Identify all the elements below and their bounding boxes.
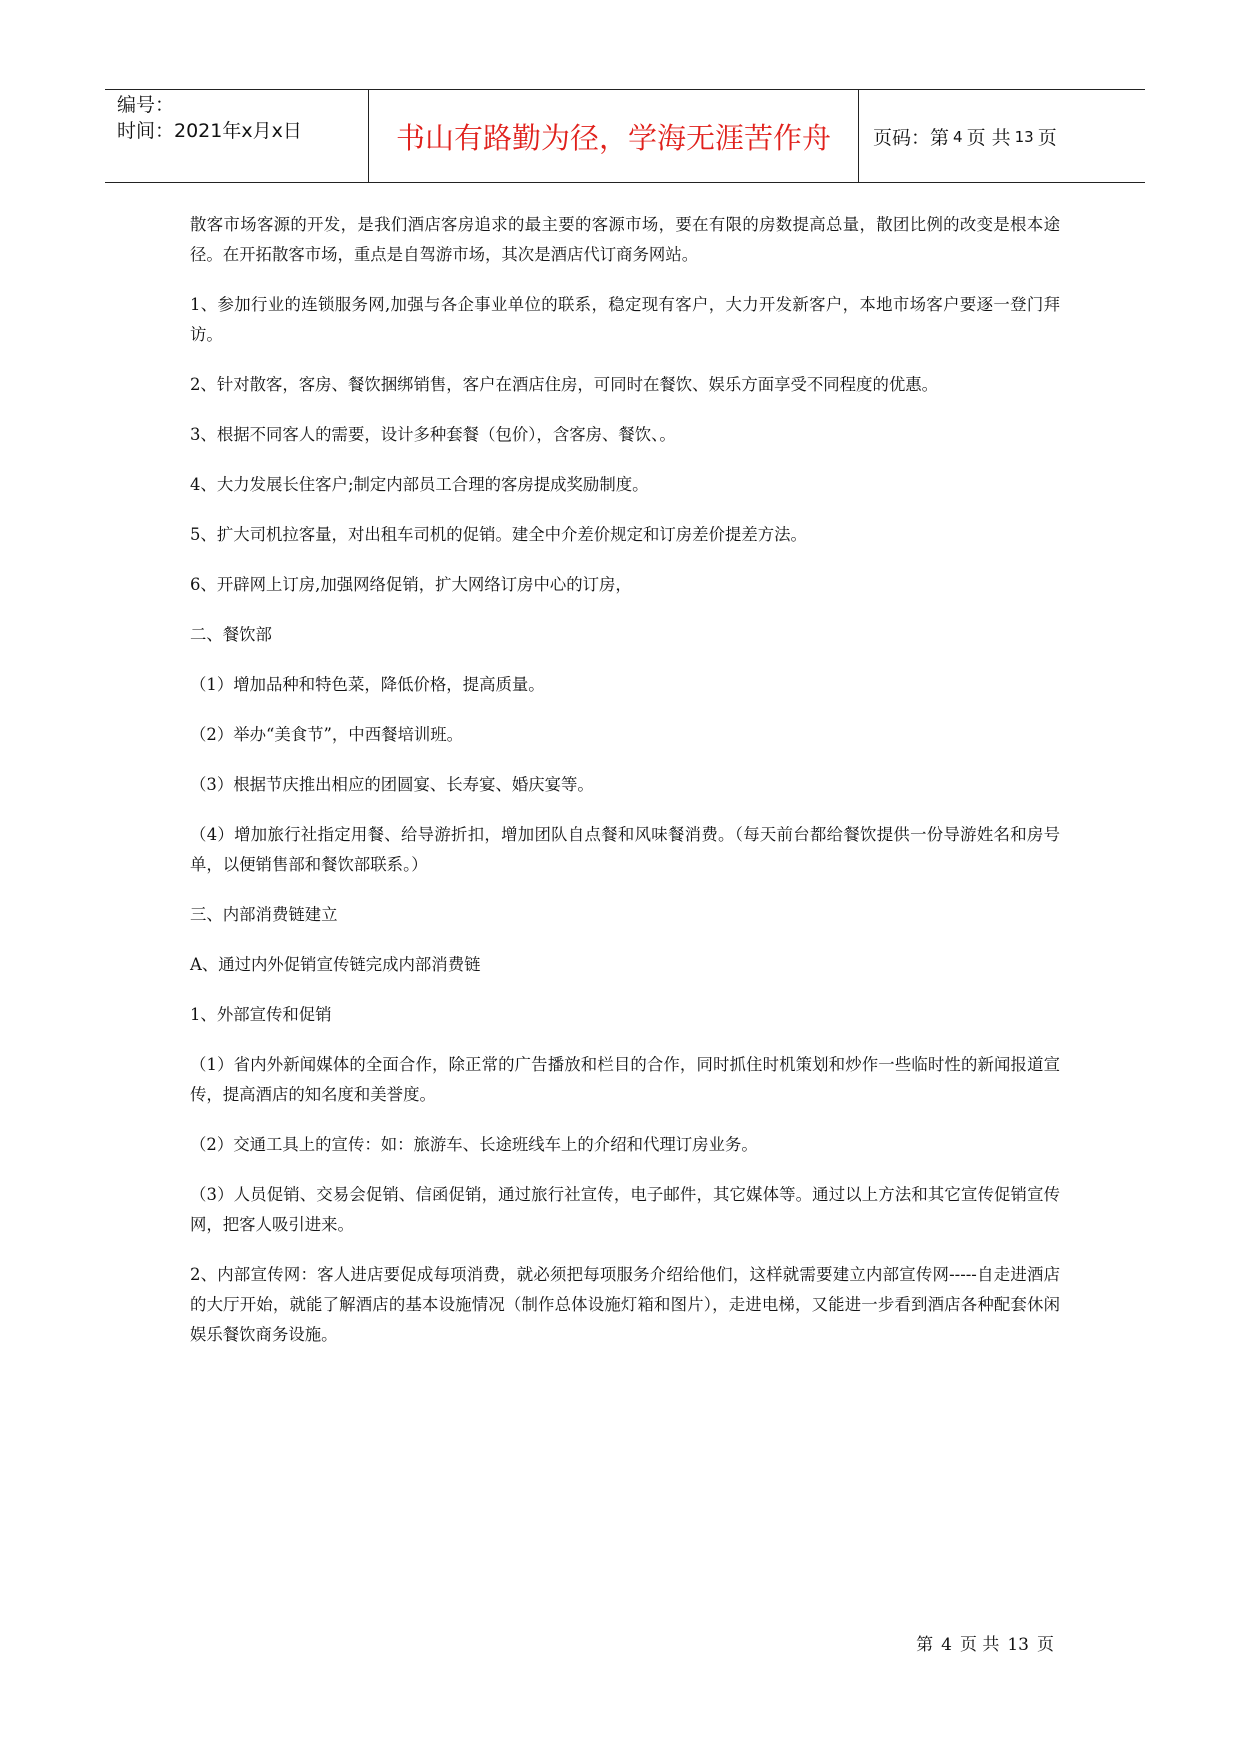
footer-mid: 页 共	[959, 1635, 1000, 1655]
header-page-indicator	[873, 90, 1057, 183]
paragraph: 5、扩大司机拉客量，对出租车司机的促销。建全中介差价规定和订房差价提差方法。	[190, 525, 807, 544]
paragraph: （4）增加旅行社指定用餐、给导游折扣，增加团队自点餐和风味餐消费。（每天前台都给餐饮提供一份导游姓名和房号单，以便销售部和餐饮部联系。）	[190, 825, 1060, 874]
paragraph: （3）人员促销、交易会促销、信函促销，通过旅行社宣传，电子邮件，其它媒体等。通过以上方法和其它宣传促销宣传网，把客人吸引进来。	[190, 1185, 1060, 1234]
paragraph: 3、根据不同客人的需要，设计多种套餐（包价），含客房、餐饮、。	[190, 425, 676, 444]
footer-prefix: 第	[916, 1635, 934, 1655]
paragraph: 1、参加行业的连锁服务网,加强与各企事业单位的联系，稳定现有客户，大力开发新客户，本地市场客户要逐一登门拜访。	[190, 295, 1060, 344]
header-page-mid: 页 共	[966, 127, 1011, 149]
paragraph: 2、内部宣传网：客人进店要促成每项消费，就必须把每项服务介绍给他们，这样就需要建立内部宣传网-----自走进酒店的大厅开始，就能了解酒店的基本设施情况（制作总体设施灯箱和图片），走进电梯，又能进一步看到酒店各种配套休闲娱乐餐饮商务设施。	[190, 1265, 1060, 1344]
header-motto: 书山有路勤为径，学海无涯苦作舟	[395, 121, 831, 155]
document-body	[190, 210, 1060, 1370]
section-heading: 三、内部消费链建立	[190, 905, 338, 924]
paragraph: 散客市场客源的开发，是我们酒店客房追求的最主要的客源市场，要在有限的房数提高总量，散团比例的改变是根本途径。在开拓散客市场，重点是自驾游市场，其次是酒店代订商务网站。	[190, 215, 1060, 264]
paragraph: （1）省内外新闻媒体的全面合作，除正常的广告播放和栏目的合作，同时抓住时机策划和炒作一些临时性的新闻报道宣传，提高酒店的知名度和美誉度。	[190, 1055, 1060, 1104]
subsection-heading: A、通过内外促销宣传链完成内部消费链	[190, 955, 481, 974]
section-heading: 二、餐饮部	[190, 625, 272, 644]
page-footer	[912, 1630, 1058, 1655]
paragraph: （3）根据节庆推出相应的团圆宴、长寿宴、婚庆宴等。	[190, 775, 594, 794]
header-page-number: 4	[953, 127, 963, 146]
header-divider-right	[858, 90, 859, 183]
footer-suffix: 页	[1037, 1635, 1054, 1655]
paragraph: 2、针对散客，客房、餐饮捆绑销售，客户在酒店住房，可同时在餐饮、娱乐方面享受不同程度的优惠。	[190, 375, 939, 394]
header-meta	[117, 92, 302, 144]
document-time-label: 时间：2021年x月x日	[117, 120, 302, 142]
footer-page-number: 4	[941, 1635, 952, 1655]
footer-page-total: 13	[1007, 1635, 1029, 1655]
header-page-total: 13	[1014, 127, 1034, 146]
document-number-label: 编号：	[117, 94, 175, 116]
page-header	[105, 89, 1145, 183]
paragraph: 4、大力发展长住客户;制定内部员工合理的客房提成奖励制度。	[190, 475, 649, 494]
header-page-label: 页码：第	[873, 127, 950, 149]
paragraph: （2）交通工具上的宣传：如：旅游车、长途班线车上的介绍和代理订房业务。	[190, 1135, 758, 1154]
paragraph: （2）举办“美食节”，中西餐培训班。	[190, 725, 464, 744]
subsection-heading: 1、外部宣传和促销	[190, 1005, 332, 1024]
header-page-suffix: 页	[1037, 127, 1057, 149]
paragraph: （1）增加品种和特色菜，降低价格，提高质量。	[190, 675, 545, 694]
paragraph: 6、开辟网上订房,加强网络促销，扩大网络订房中心的订房，	[190, 575, 632, 594]
